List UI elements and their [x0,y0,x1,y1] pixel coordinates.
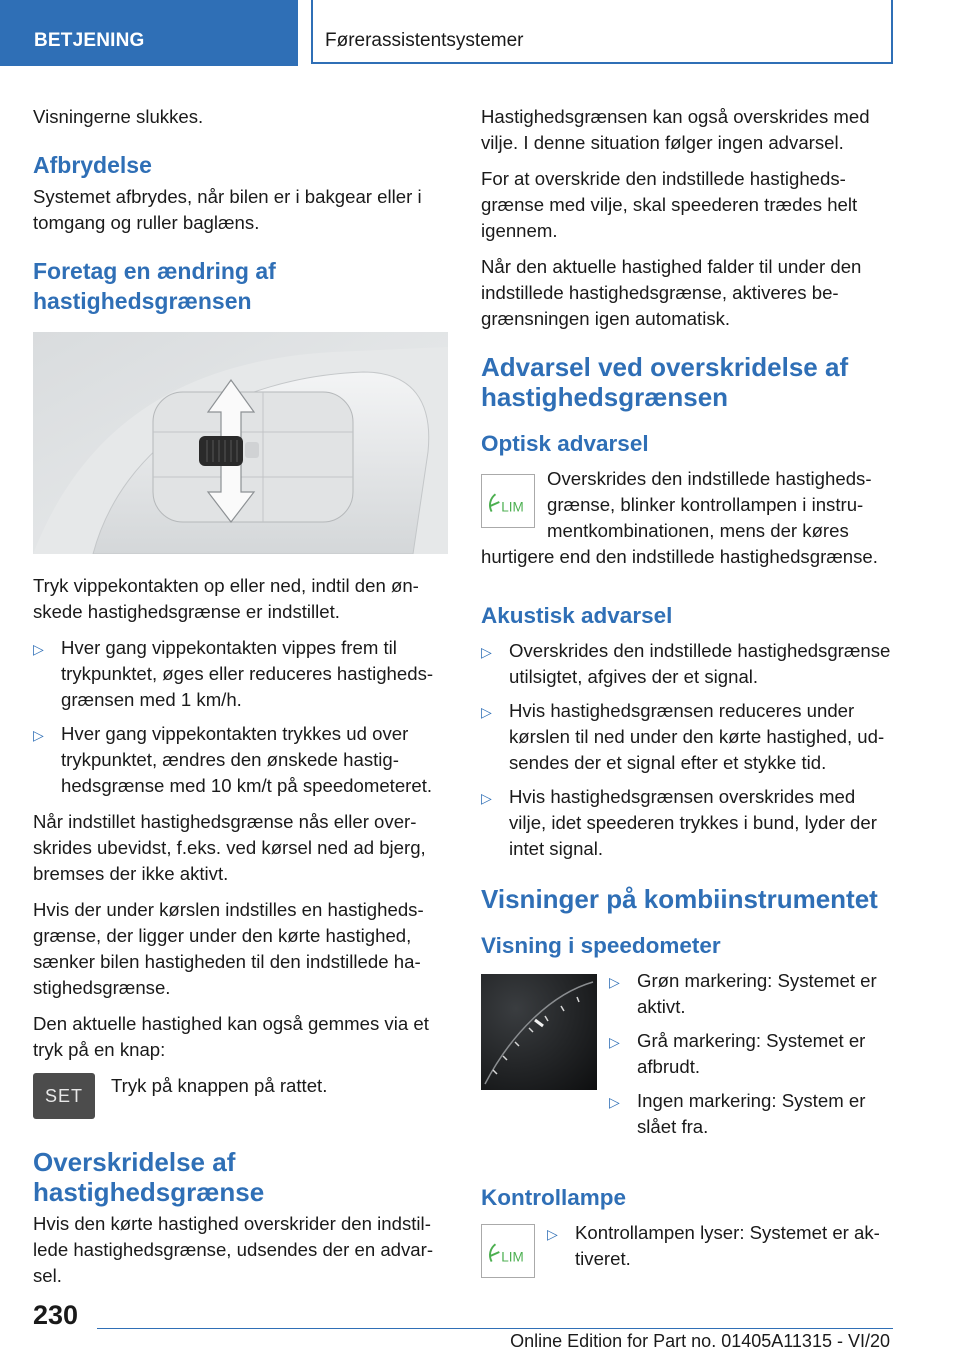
heading-kontrollampe: Kontrollampe [481,1185,627,1210]
paragraph: Den aktuelle hastighed kan også gemmes via et tryk på en knap: [33,1013,429,1060]
footer-edition: Online Edition for Part no. 01405A11315 - VI/20 [510,1331,890,1351]
page-number: 230 [33,1300,79,1330]
lim-indicator-icon [481,1224,535,1278]
triangle-bullet-icon: ▷ [33,641,44,657]
list-item: ▷ Hvis hastighedsgrænsen overskrides med vilje, idet speederen trykkes i bund, lyder der intet signal. [481,786,877,859]
heading-speedometer: Visning i speedometer [481,933,721,958]
heading-optisk: Optisk advarsel [481,431,649,456]
speedometer-block [481,968,891,1158]
triangle-bullet-icon: ▷ [609,974,620,990]
list-item: ▷ Grøn markering: Systemet er aktivt. [609,970,877,1017]
triangle-bullet-icon: ▷ [481,790,492,806]
bullet-list [481,638,891,862]
steering-wheel-rocker-image [33,332,448,554]
speedometer-image [481,974,597,1090]
set-text: Tryk på knappen på rattet. [111,1075,328,1096]
triangle-bullet-icon: ▷ [33,727,44,743]
paragraph: Hvis der under kørslen indstilles en hastighedsgrænse, der ligger under den kørte hastighed, sænker bilen hastigheden til den indstillede hastighedsgrænse. [33,899,424,998]
paragraph: Systemet afbrydes, når bilen er i bakgear eller i tomgang og ruller baglæns. [33,186,422,233]
set-instruction [33,1073,448,1119]
right-column [481,104,891,1290]
list-item: ▷ Hver gang vippekontakten trykkes ud over trykpunktet, ændres den ønskede hastighedsgrænse med 10 km/t på speedometeret. [33,723,433,796]
heading-akustisk: Akustisk advarsel [481,603,673,628]
header-section-title: BETJENING [34,30,145,51]
paragraph: Hvis den kørte hastighed overskrider den indstillede hastighedsgrænse, udsendes der en advarsel. [33,1213,434,1286]
list-item: ▷ Grå markering: Systemet er afbrudt. [609,1030,866,1077]
paragraph: Tryk vippekontakten op eller ned, indtil den ønskede hastighedsgrænse er indstillet. [33,575,419,622]
kontrollampe-block [481,1220,891,1280]
header-section-tab [0,0,298,66]
bullet-list [33,635,448,799]
left-column [33,104,448,1299]
paragraph: Når den aktuelle hastighed falder til under den indstillede hastighedsgrænse, aktiveres begrænsningen igen automatisk. [481,256,862,329]
footer-divider [97,1328,893,1329]
bullet-list [547,1220,891,1280]
paragraph: Visningerne slukkes. [33,106,204,127]
paragraph: Hastighedsgrænsen kan også overskrides med vilje. I denne situation følger ingen advarsel. [481,106,870,153]
paragraph: Når indstillet hastighedsgrænse nås eller overskrides ubevidst, f.eks. ved kørsel ned ad bjerg, bremses der ikke aktivt. [33,811,426,884]
list-item: ▷ Kontrollampen lyser: Systemet er aktiveret. [547,1222,880,1269]
paragraph: Overskrides den indstillede hastighedsgrænse, blinker kontrollampen i instrumentkombinationen, mens der køres hurtigere end den indstillede hastighedsgrænse. [481,468,878,567]
triangle-bullet-icon: ▷ [609,1094,620,1110]
heading-visninger: Visninger på kombiinstrumentet [481,884,878,914]
triangle-bullet-icon: ▷ [609,1034,620,1050]
list-item: ▷ Hvis hastighedsgrænsen reduceres under kørslen til ned under den kørte hastighed, udsendes der et signal efter et stykke tid. [481,700,885,773]
heading-advarsel: Advarsel ved overskridelse af hastighedsgrænsen [481,352,849,412]
heading-afbrydelse: Afbrydelse [33,152,152,178]
triangle-bullet-icon: ▷ [481,704,492,720]
svg-text:LIM: LIM [501,499,524,515]
list-item: ▷ Overskrides den indstillede hastighedsgrænse utilsigtet, afgives der et signal. [481,640,891,687]
triangle-bullet-icon: ▷ [547,1226,558,1242]
lim-indicator-icon [481,474,535,528]
list-item: ▷ Ingen markering: System er slået fra. [609,1090,866,1137]
triangle-bullet-icon: ▷ [481,644,492,660]
optisk-block [481,466,891,580]
svg-text:LIM: LIM [501,1249,524,1265]
list-item: ▷ Hver gang vippekontakten vippes frem til trykpunktet, øges eller reduceres hastighedsgrænsen med 1 km/h. [33,637,434,710]
heading-foretag: Foretag en ændring af hastighedsgrænsen [33,258,276,314]
header-chapter-title: Førerassistentsystemer [325,30,524,51]
paragraph: For at overskride den indstillede hastighedsgrænse med vilje, skal speederen trædes helt igennem. [481,168,858,241]
header-chapter-box [311,0,893,64]
set-button-icon: SET [33,1073,95,1119]
bullet-list [609,968,891,1148]
heading-overskridelse: Overskridelse af hastighedsgrænse [33,1147,265,1207]
